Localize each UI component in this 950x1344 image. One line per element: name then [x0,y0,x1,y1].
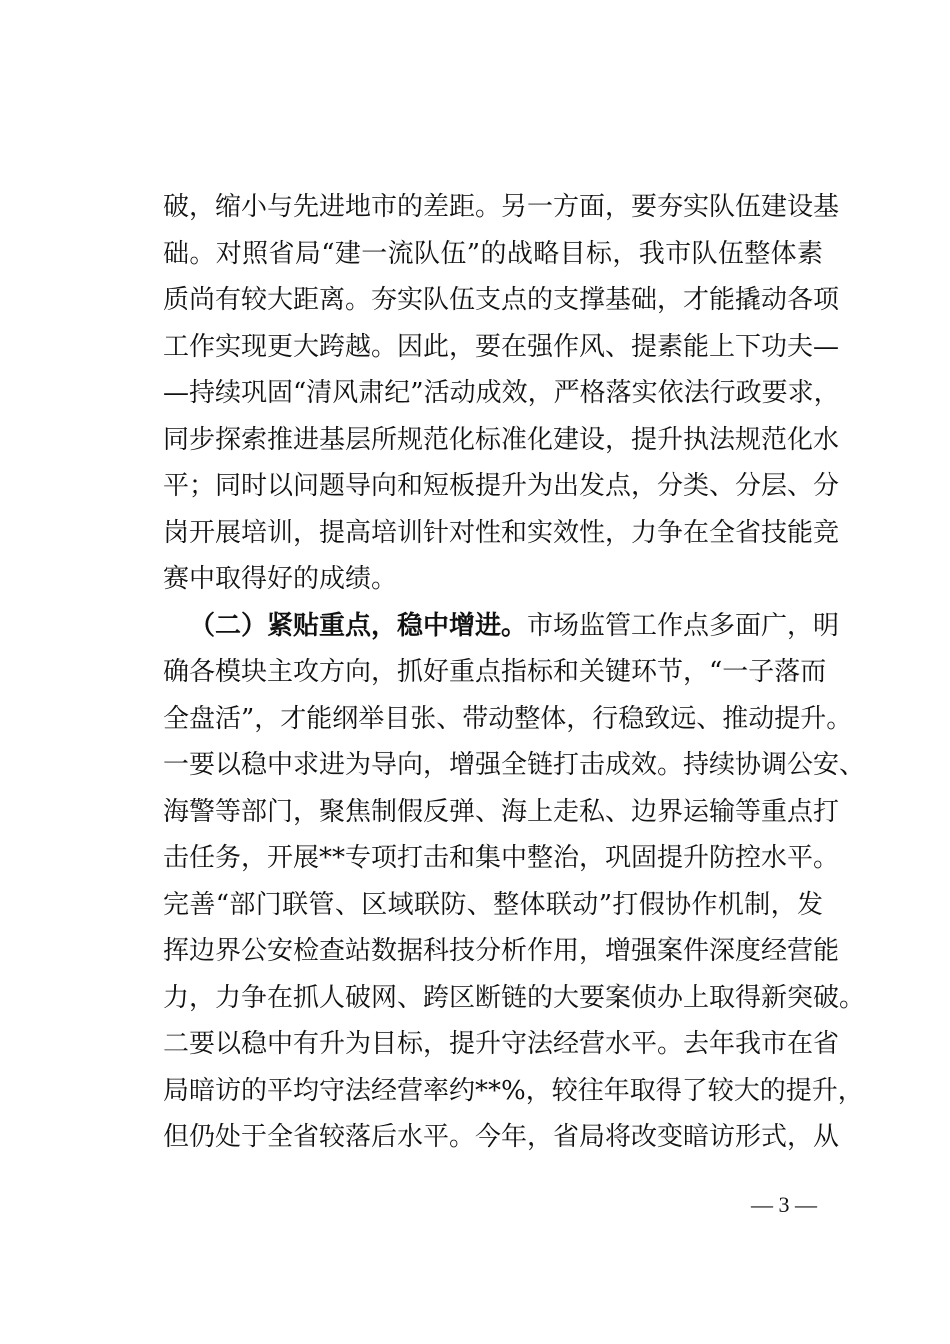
text-line: 力，力争在抓人破网、跨区断链的大要案侦办上取得新突破。 [163,982,866,1013]
text-line: 全盘活”，才能纲举目张、带动整体，行稳致远、推动提升。 [163,703,853,734]
text-line: —持续巩固“清风肃纪”活动成效，严格落实依法行政要求， [163,378,840,408]
text-line: 破，缩小与先进地市的差距。另一方面，要夯实队伍建设基 [163,192,840,222]
text-line: 但仍处于全省较落后水平。今年，省局将改变暗访形式，从 [163,1122,840,1152]
text-line: 础。对照省局“建一流队伍”的战略目标，我市队伍整体素 [163,238,823,269]
text-line: 海警等部门，聚焦制假反弹、海上走私、边界运输等重点打 [163,796,840,827]
section-first-line-text: 市场监管工作点多面广，明 [527,610,840,641]
text-line: 二要以稳中有升为目标，提升守法经营水平。去年我市在省 [163,1029,840,1059]
text-line: 确各模块主攻方向，抓好重点指标和关键环节，“一子落而 [163,657,827,687]
text-line: 工作实现更大跨越。因此，要在强作风、提素能上下功夫— [163,331,840,362]
text-line: 质尚有较大距离。夯实队伍支点的支撑基础，才能撬动各项 [163,285,840,315]
text-line: 局暗访的平均守法经营率约**%，较往年取得了较大的提升， [163,1075,864,1106]
section-first-line [163,603,840,650]
text-line: 岗开展培训，提高培训针对性和实效性，力争在全省技能竞 [163,517,840,548]
page-number: — 3 — [751,1192,817,1217]
text-line: 一要以稳中求进为导向，增强全链打击成效。持续协调公安、 [163,750,866,780]
body-text [163,184,866,1161]
text-line: 同步探索推进基层所规范化标准化建设，提升执法规范化水 [163,424,840,455]
text-line: 击任务，开展**专项打击和集中整治，巩固提升防控水平。 [163,843,840,873]
text-line: 挥边界公安检查站数据科技分析作用，增强案件深度经营能 [163,936,840,966]
text-line: 完善“部门联管、区域联防、整体联动”打假协作机制，发 [163,889,823,920]
text-line: 平；同时以问题导向和短板提升为出发点，分类、分层、分 [163,471,840,501]
text-line: 赛中取得好的成绩。 [163,564,398,594]
section-heading: （二）紧贴重点，稳中增进。 [189,610,528,641]
